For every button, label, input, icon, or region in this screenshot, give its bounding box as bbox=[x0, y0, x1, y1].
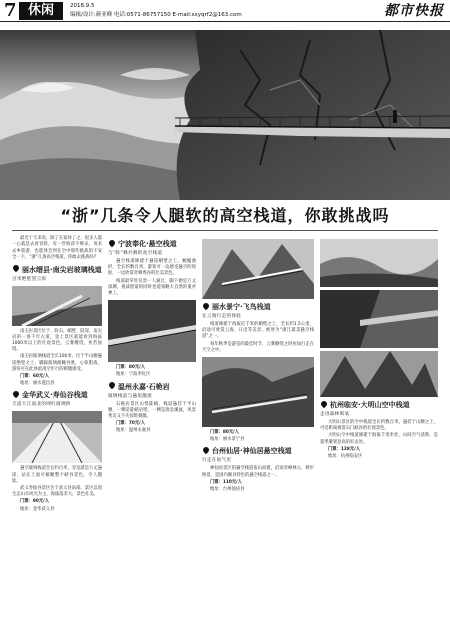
location-pin-icon bbox=[12, 391, 20, 400]
column-2: 宁波奉化·悬空栈道 与“险”峰共舞的高空栈道 悬空栈道修建于悬崖峭壁之上，蜿蜒曲折，全长约数百米，游客可一边感受悬空的惊险，一边欣赏奇峰秀谷的壮美景色。 栈道最窄处仅容一人通过，脚下便是万丈深渊，挑战胆量的同时也能领略大自然的鬼斧神工。 门票：80元/人 地址：宁波奉化区 温州永嘉·石桅岩 玻璃栈道与悬崖激流 石桅岩景区山势陡峭，栈道悬挂于半山腰，一侧是陡峭岩壁，一侧是湍急溪流，风景秀美又不失惊险刺激。 门票：70元/人 地址：温州永嘉县 bbox=[108, 240, 196, 434]
column-4: 杭州临安·大明山空中栈道 走进森林吸氧 大明山景区的空中栈道全长约数百米，悬挂于山腰之上，可近距离观赏石门峡谷的壮观景色。 大明山空中栈道修建于海拔千余米处，山间空气清新，是夏季避暑登高的好去处。 门票：128元/人 地址：杭州临安区 bbox=[320, 236, 438, 461]
cloud-walkway-photo bbox=[202, 357, 314, 427]
glass-walkway-photo bbox=[12, 286, 102, 326]
headline-divider bbox=[12, 230, 438, 231]
section-deck: 玻璃栈道与悬崖激流 bbox=[108, 393, 153, 399]
location-pin-icon bbox=[202, 447, 210, 456]
section-title: 丽水缙县·南尖岩玻璃栈道 bbox=[12, 265, 102, 276]
valley-view-photo bbox=[320, 239, 438, 287]
editor-contact-line: 编辑/设计:颜亚峰 电话:0571-86757150 E-mail:sxyqrf2@163.com bbox=[70, 12, 242, 18]
section-deck: 走进森林吸氧 bbox=[320, 412, 350, 417]
location-pin-icon bbox=[320, 401, 328, 410]
forest-walkway-photo bbox=[320, 351, 438, 397]
issue-date: 2018.9.5 bbox=[70, 3, 95, 9]
main-headline: “浙”几条令人腿软的高空栈道，你敢挑战吗 bbox=[60, 206, 390, 225]
location-pin-icon bbox=[108, 240, 116, 249]
section-title: 杭州临安·大明山空中栈道 bbox=[320, 400, 438, 411]
newspaper-masthead: 都市快报 bbox=[384, 3, 444, 19]
location-pin-icon bbox=[202, 303, 210, 312]
location-pin-icon bbox=[108, 382, 116, 391]
page-header bbox=[0, 0, 450, 22]
section-title: 台州仙居·神仙居悬空栈道 bbox=[202, 446, 314, 457]
section-deck: 与“险”峰共舞的高空栈道 bbox=[108, 251, 163, 256]
column-3: 丽水景宁·飞鸟栈道 在云端行走的体验 栈道修建于海拔近千米的峭壁之上，全长约1.5公里，沿途可欣赏云海、日出等美景，被誉为“浙江最美悬空栈道”之一。 每年秋季是游览的最佳时节，云雾缭绕之时宛如行走在天空之中。 门票：80元/人 地址：丽水景宁县 台州仙居·神仙居悬空栈道 行走在仙气里 神仙居景区的悬空栈道依山而建，沿途奇峰林立，移步换景，是国内颇具特色的悬空栈道之一。 门票：110元/人 地址：台州仙居县 bbox=[202, 236, 314, 494]
section-deck: 行走在仙气里 bbox=[202, 458, 232, 464]
section-label: 休闲 bbox=[19, 2, 63, 20]
section-deck: 百米绝壁望云海 bbox=[12, 276, 47, 282]
column-1: 最近十天来说，除了在家休了之，很多人都一心就是去看冒险，有一些收获不够多。说来去乡旅游，也能体会到在空中那些挑战的不安全一下，“浙”几条高空栈道，你敢去挑战吗? 丽水缙县·南尖岩玻璃栈道 百米绝壁望云海 南尖岩景区位于，险石，峭壁、陡崖，南尖岩的一条千年古道，登上景区就能看到海拔1000米以上的壮观景色，云雾缭绕，宛若仙境。 南尖岩玻璃栈道全长100米，位于半山腰悬崖绝壁之上，脚踩玻璃俯瞰谷底，心惊胆战，游客可在此体验凌空步行的刺激感受。 门票：60元/人 地址：丽水遂昌县 金华武义·寿仙谷栈道 天道大江南北的网红玻璃桥 悬空玻璃栈道全长约百米，旁边就是万丈悬崖，站在上面可俯瞰整个峡谷景色，令人腿软。 武义寿仙谷景区位于武义县南部，景区以原生态山水风光为主，海拔落差大，景色壮美。 门票：90元/人 地址：金华武义县 bbox=[12, 236, 102, 512]
section-title: 宁波奉化·悬空栈道 bbox=[108, 239, 196, 250]
glass-bridge-photo bbox=[12, 411, 102, 463]
mountain-walkway-photo bbox=[202, 239, 314, 299]
section-deck: 天道大江南北的网红玻璃桥 bbox=[12, 402, 71, 408]
location-pin-icon bbox=[12, 265, 20, 274]
section-deck: 在云端行走的体验 bbox=[202, 314, 242, 319]
hero-photo-cliff-walkway bbox=[0, 30, 450, 200]
section-title: 金华武义·寿仙谷栈道 bbox=[12, 390, 102, 401]
section-title: 丽水景宁·飞鸟栈道 bbox=[202, 302, 314, 313]
cliff-plank-road-photo bbox=[108, 300, 196, 362]
page-number: 7 bbox=[4, 0, 17, 21]
rock-face-photo bbox=[320, 290, 438, 348]
section-title: 温州永嘉·石桅岩 bbox=[108, 382, 196, 393]
intro-paragraph: 最近十天来说，除了在家休了之，很多人都一心就是去看冒险，有一些收获不够多。说来去乡旅游，也能体会到在空中那些挑战的不安全一下，“浙”几条高空栈道，你敢去挑战吗? bbox=[12, 236, 102, 261]
